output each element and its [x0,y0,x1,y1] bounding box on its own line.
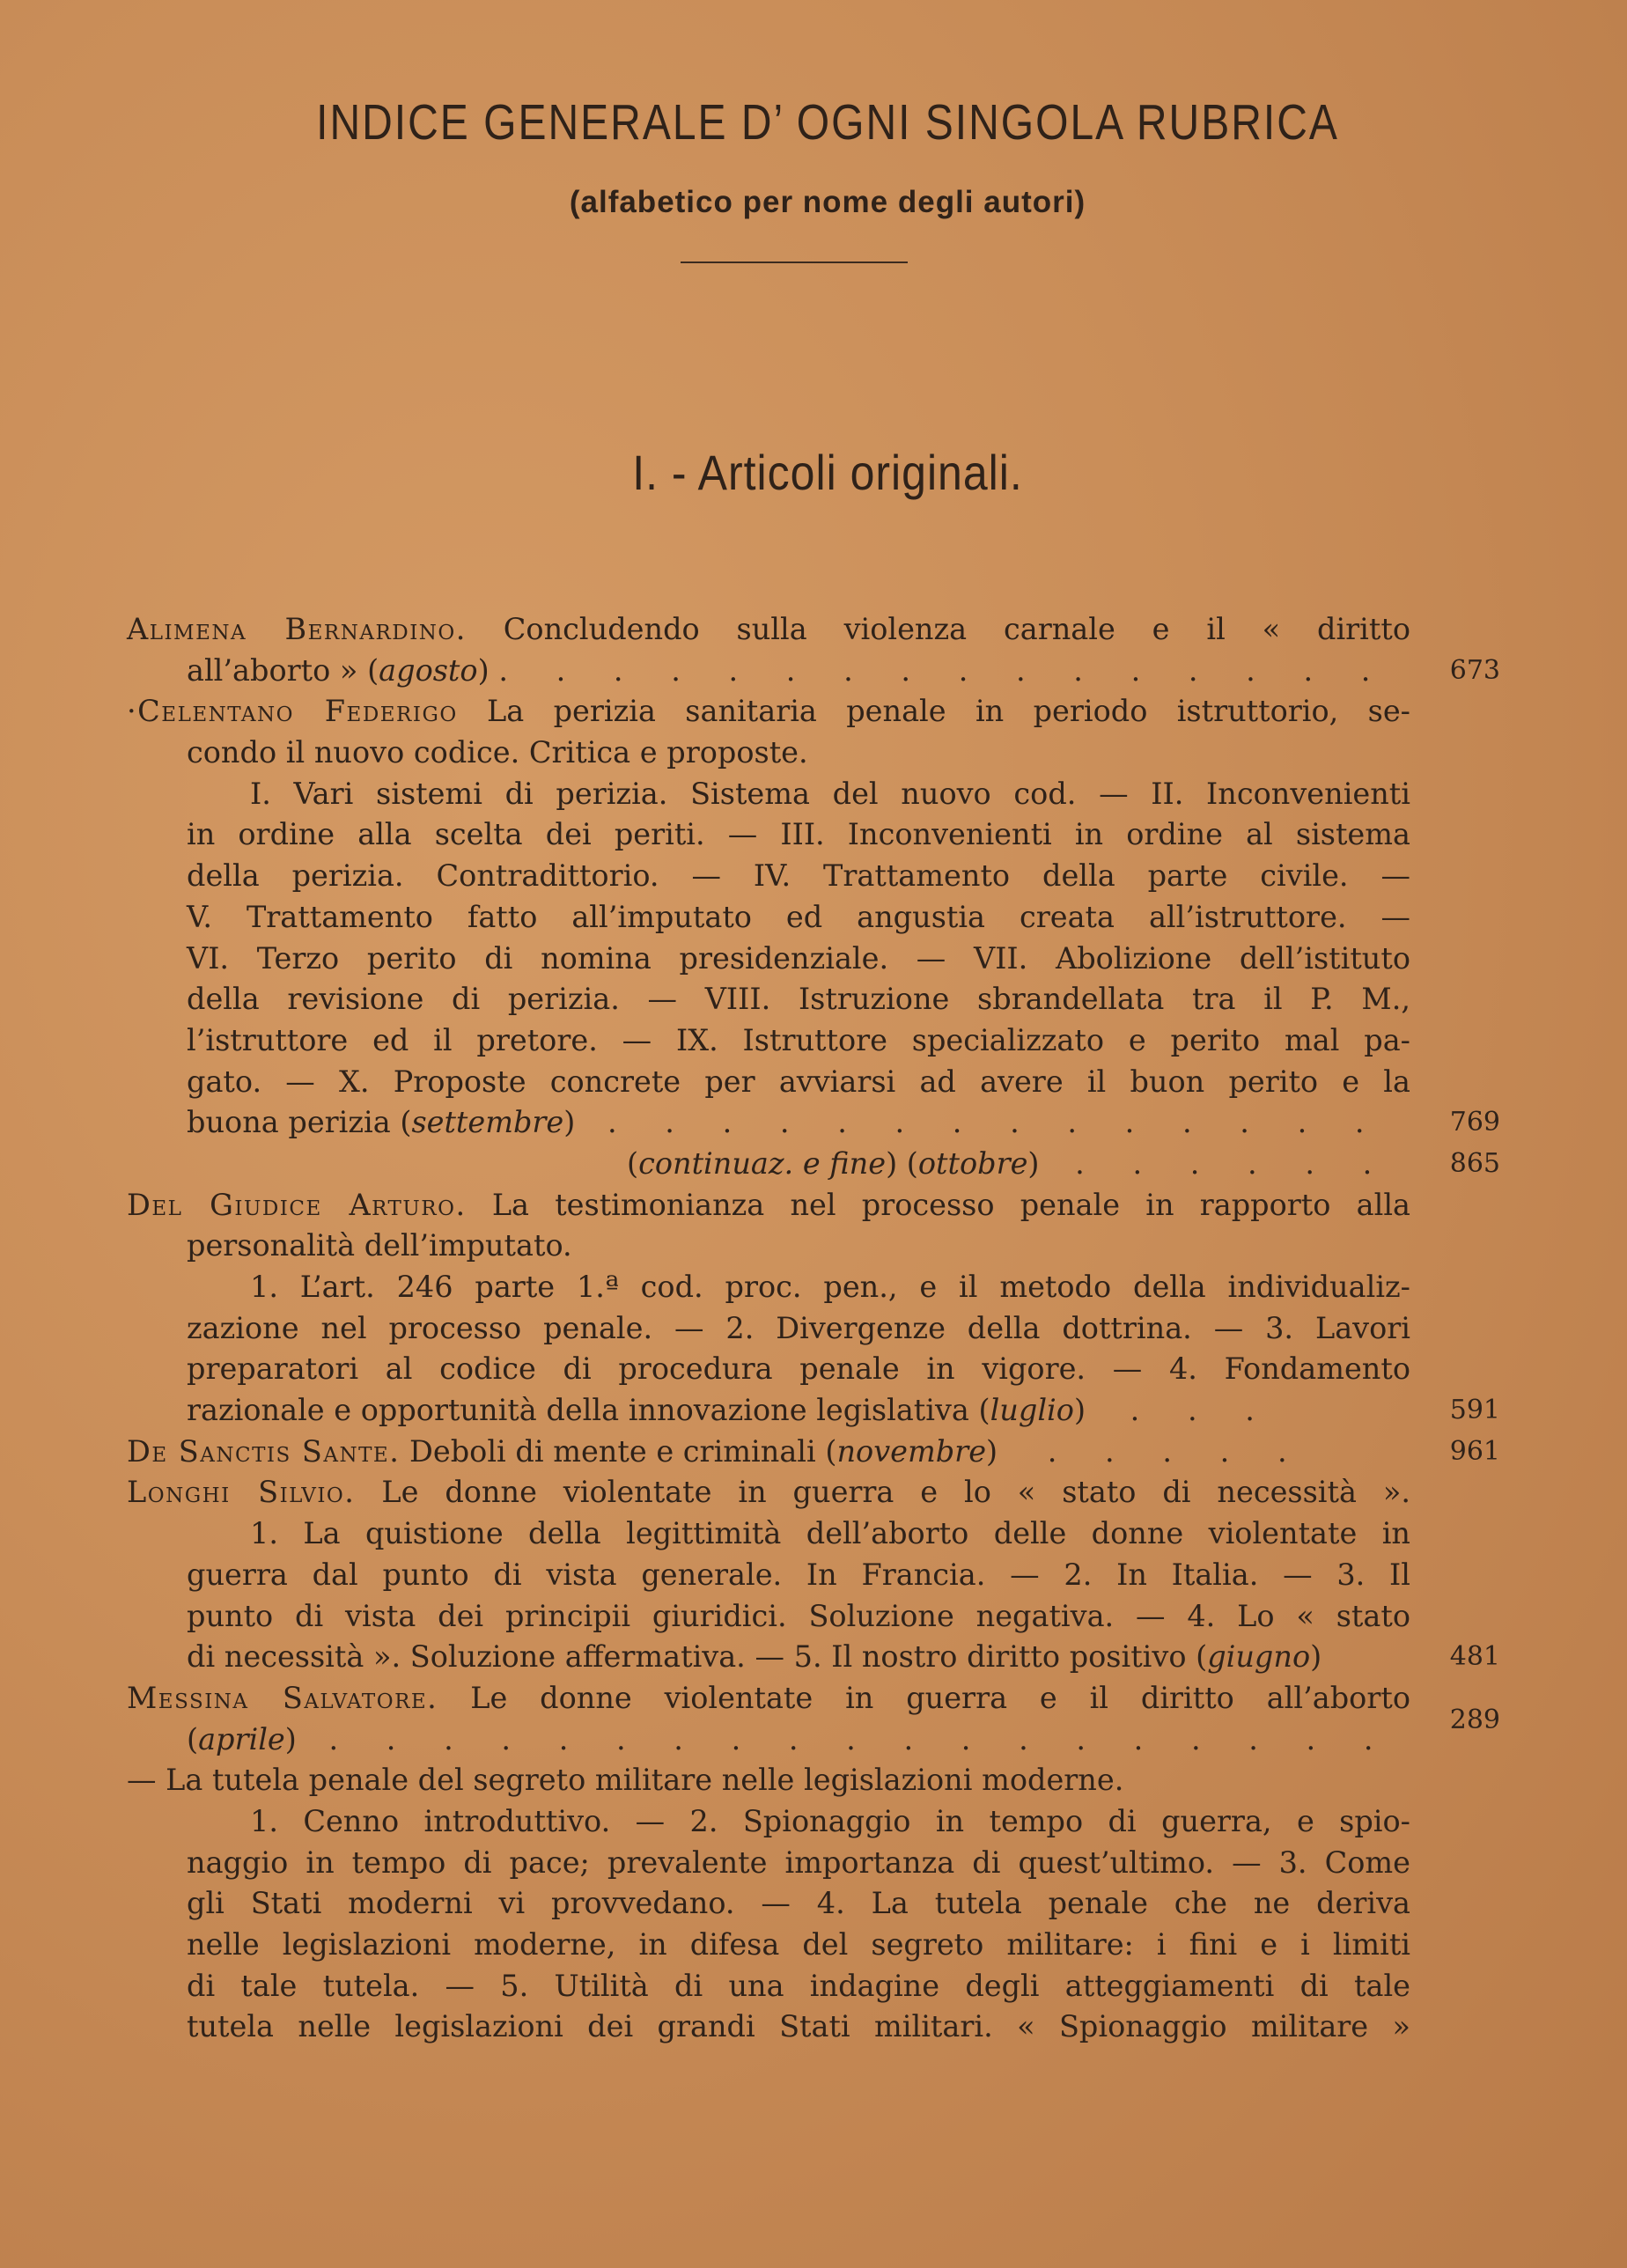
entry-line: nelle legislazioni moderne, in difesa del segreto militare: i fini e i limiti [187,1927,1410,1962]
entry-delgiudice-line-1 [127,1185,1410,1226]
entry-longhi-line-last [127,1637,1500,1678]
entry-longhi-line-1 [127,1472,1410,1513]
page-number: 289 [1449,1704,1500,1735]
entry-alimena-line-2 [127,651,1500,692]
page-subtitle: (alfabetico per nome degli autori) [569,185,1086,219]
entry-desanctis [127,1432,1500,1473]
page-number: 673 [1449,654,1500,686]
entry-text: buona perizia ( [187,1105,412,1140]
entry-line: guerra dal punto di vista generale. In Francia. — 2. In Italia. — 3. Il [187,1557,1410,1592]
entry-line: tutela nelle legislazioni dei grandi Stati militari. « Spionaggio militare » [187,2009,1410,2044]
leader-dots: . . . . . . . . . . . . . . . . . . . [328,1721,1393,1756]
entry-line: V. Trattamento fatto all’imputato ed angustia creata all’istruttore. — [187,899,1410,934]
entry-text: ) [563,1105,576,1140]
entry-text: La testimonianza nel processo penale in rapporto alla [491,1187,1411,1222]
page-number: 769 [1449,1107,1500,1138]
month: luglio [990,1393,1074,1428]
page-number: 481 [1449,1641,1500,1673]
entry-line: personalità dell’imputato. [187,1228,572,1263]
author-name: Messina Salvatore. [127,1680,438,1715]
month: giugno [1207,1639,1311,1675]
index-entries [127,609,1500,2048]
page-number: 865 [1449,1147,1500,1179]
entry-text: Le donne violentate in guerra e lo « stato di necessità ». [381,1475,1410,1510]
entry-text: ) [1310,1639,1322,1675]
entry-line: 1. La quistione della legittimità dell’aborto delle donne violentate in [250,1516,1410,1551]
entry-line: — La tutela penale del segreto militare nelle legislazioni moderne. [127,1763,1124,1798]
leader-dots: . . . . . [1047,1433,1307,1469]
month: settembre [411,1105,564,1140]
author-name: Alimena Bernardino. [127,612,467,646]
leader-dots: . . . . . . . . . . . . . . [607,1105,1384,1140]
entry-text: razionale e opportunità della innovazione legislativa ( [187,1393,990,1428]
entry-line: l’istruttore ed il pretore. — IX. Istruttore specializzato e perito mal pa- [187,1022,1410,1057]
author-name: De Sanctis Sante. [127,1433,401,1469]
entry-line: gli Stati moderni vi provvedano. — 4. La tutela penale che ne deriva [187,1886,1410,1921]
entry-text: all’aborto » ( [187,652,379,688]
entry-line: naggio in tempo di pace; prevalente importanza di quest’ultimo. — 3. Come [187,1845,1410,1880]
month: aprile [198,1721,285,1756]
entry-line: 1. Cenno introduttivo. — 2. Spionaggio in tempo di guerra, e spio- [250,1803,1410,1838]
entry-text: Le donne violentate in guerra e il diritto all’aborto [470,1680,1410,1715]
entry-line: zazione nel processo penale. — 2. Divergenze della dottrina. — 3. Lavori [187,1310,1410,1345]
page-number: 961 [1449,1435,1500,1467]
entry-celentano-continuation [127,1144,1500,1185]
leader-dots: . . . . . . . . . . . . . . . . [498,652,1390,688]
month: agosto [379,652,478,688]
entry-line: 1. L’art. 246 parte 1.ª cod. proc. pen., e il metodo della individualiz- [250,1270,1410,1304]
entry-text: Concludendo sulla violenza carnale e il « diritto [503,612,1410,646]
title-divider [681,261,908,263]
entry-line: preparatori al codice di procedura penale in vigore. — 4. Fondamento [187,1351,1410,1387]
entry-line: della revisione di perizia. — VIII. Istruzione sbrandellata tra il P. M., [187,982,1410,1017]
author-name: Longhi Silvio. [127,1475,356,1510]
entry-text: ) [1073,1393,1086,1428]
entry-text: ) [986,1433,998,1469]
page-title: INDICE GENERALE D’ OGNI SINGOLA RUBRICA [316,95,1339,151]
author-name: Del Giudice Arturo. [127,1187,467,1222]
entry-messina-line-2 [127,1704,1500,1761]
entry-text: di necessità ». Soluzione affermativa. — 5. Il nostro diritto positivo ( [187,1639,1208,1675]
month: ottobre [917,1145,1028,1181]
page-number: 591 [1449,1395,1500,1426]
leader-dots: . . . [1130,1393,1274,1428]
entry-delgiudice-line-last [127,1390,1500,1432]
entry-messina-line-1 [127,1678,1410,1719]
continuation-note: continuaz. e fine [638,1145,887,1181]
author-name: ·Celentano Federigo [127,694,458,729]
entry-line: condo il nuovo codice. Critica e proposte. [187,735,808,770]
entry-line: di tale tutela. — 5. Utilità di una indagine degli atteggiamenti di tale [187,1968,1410,2003]
entry-text: ) ( [886,1145,918,1181]
entry-celentano-line-last [127,1102,1500,1144]
entry-text: ) [284,1721,297,1756]
entry-text: La perizia sanitaria penale in periodo istruttorio, se- [487,694,1410,729]
leader-dots: . . . . . . [1075,1145,1392,1181]
month: novembre [836,1433,987,1469]
entry-celentano-line-1 [127,691,1410,733]
entry-text: ( [187,1721,199,1756]
section-heading: I. - Articoli originali. [632,445,1023,501]
entry-line: punto di vista dei principii giuridici. Soluzione negativa. — 4. Lo « stato [187,1598,1410,1633]
entry-line: della perizia. Contradittorio. — IV. Trattamento della parte civile. — [187,858,1410,894]
entry-text: ) [477,652,490,688]
entry-text: ) [1027,1145,1040,1181]
entry-line: I. Vari sistemi di perizia. Sistema del nuovo cod. — II. Inconvenienti [250,776,1410,811]
entry-text: ( [627,1145,639,1181]
entry-text: Deboli di mente e criminali ( [409,1433,837,1469]
entry-alimena-line-1 [127,609,1410,651]
entry-line: gato. — X. Proposte concrete per avviarsi ad avere il buon perito e la [187,1064,1410,1099]
entry-line: VI. Terzo perito di nomina presidenziale. — VII. Abolizione dell’istituto [187,940,1410,976]
entry-line: in ordine alla scelta dei periti. — III. Inconvenienti in ordine al sistema [187,817,1410,852]
